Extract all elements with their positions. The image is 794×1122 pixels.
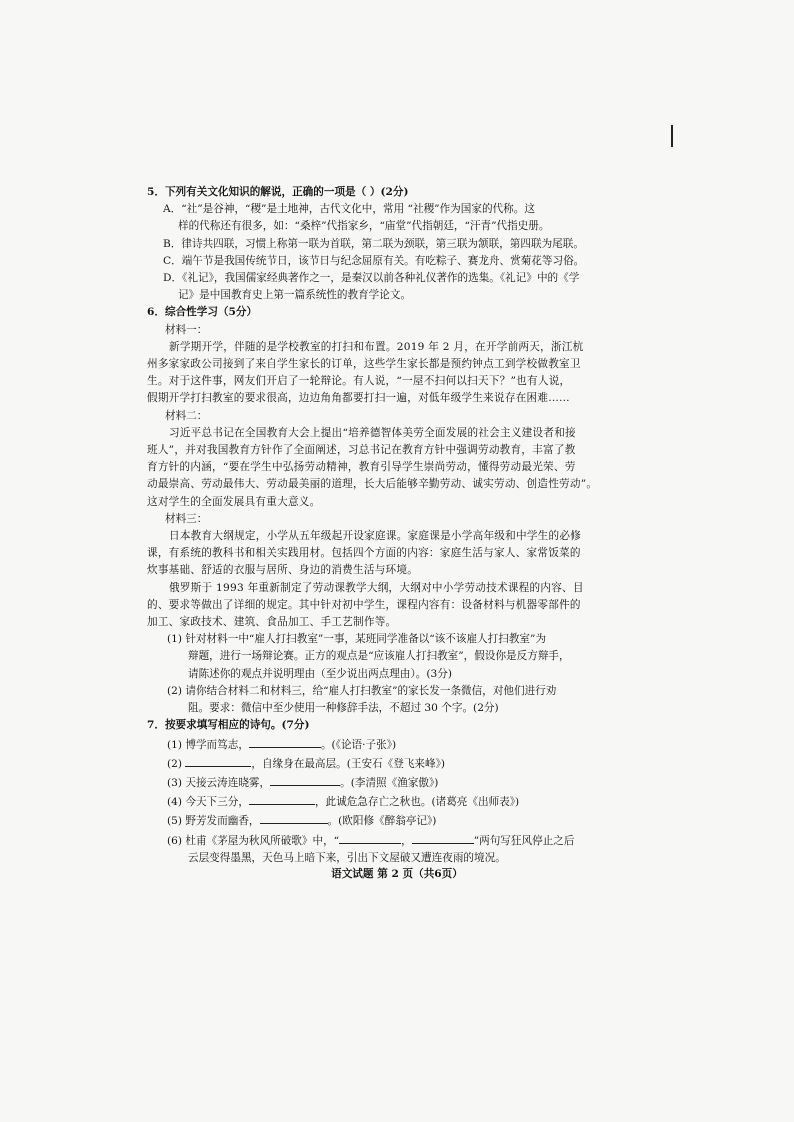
- q7-stem: 7．按要求填写相应的诗句。(7分): [147, 719, 310, 732]
- q7-item-prefix: (2): [167, 757, 186, 770]
- answer-blank[interactable]: [249, 792, 315, 805]
- exam-page: [147, 184, 632, 867]
- material1-line: 生。对于这件事，网友们开启了一轮辩论。有人说，“一屋不扫何以扫天下？”也有人说，: [147, 375, 571, 388]
- material3-label: 材料三：: [165, 512, 208, 525]
- scan-mark: [671, 125, 673, 147]
- material3-line: 课，有系统的教科书和相关实践用材。包括四个方面的内容：家庭生活与家人、家常饭菜的: [147, 547, 581, 560]
- q7-item-prefix: (3) 天接云涛连晓雾，: [167, 776, 271, 789]
- material2-line: 动最崇高、劳动最伟大、劳动最美丽的道理，长大后能够辛勤劳动、诚实劳动、创造性劳动”。: [147, 478, 598, 491]
- q6-sub1-cont: 请陈述你的观点并说明理由（至少说出两点理由）。(3分): [188, 667, 452, 680]
- material1-line: 假期开学打扫教室的要求很高，边边角角都要打扫一遍，对低年级学生来说存在困难……: [147, 392, 570, 405]
- q5-option-a-cont: 样的代称还有很多，如：“桑梓”代指家乡，“庙堂”代指朝廷，“汗青”代指史册。: [178, 220, 550, 233]
- q7-item-suffix: 。(欧阳修《醉翁亭记》): [327, 815, 437, 828]
- q6-stem: 6．综合性学习（5分）: [147, 306, 258, 319]
- q5-option-b: B．律诗共四联，习惯上称第一联为首联，第二联为颈联，第三联为颔联，第四联为尾联。: [163, 237, 584, 250]
- material3-line: 炊事基础、舒适的衣服与居所、身边的消费生活与环境。: [147, 564, 419, 577]
- material3-line: 加工、家政技术、建筑、食品加工、手工艺制作等。: [147, 616, 397, 629]
- q5-stem: 5．下列有关文化知识的解说，正确的一项是（ ）(2分): [147, 186, 409, 198]
- q7-item-6: [167, 831, 632, 850]
- material1-line: 新学期开学，伴随的是学校教室的打扫和布置。2019 年 2 月，在开学前两天，浙江杭: [169, 340, 584, 353]
- material2-line: 育方针的内涵，“要在学生中弘扬劳动精神，教育引导学生崇尚劳动，懂得劳动最光荣、劳: [147, 461, 576, 474]
- material2-line: 这对学生的全面发展具有重大意义。: [147, 495, 321, 508]
- q7-item-prefix: (6) 杜甫《茅屋为秋风所破歌》中，“: [167, 834, 340, 847]
- material1-label: 材料一：: [165, 323, 208, 336]
- q7-item-suffix: 。(李清照《渔家傲》): [340, 776, 439, 789]
- q7-item-suffix: ，此诚危急存亡之秋也。(诸葛亮《出师表》): [314, 796, 520, 809]
- q7-item-prefix: (1) 博学而笃志，: [167, 738, 249, 751]
- answer-blank[interactable]: [185, 754, 251, 767]
- q7-item-mid: ，: [401, 834, 412, 847]
- q6-sub1-cont: 辩题，进行一场辩论赛。正方的观点是“应该雇人打扫教室”，假设你是反方辩手，: [188, 650, 570, 663]
- q7-item-1: [167, 735, 632, 754]
- q7-item-5: [167, 811, 632, 830]
- q5-option-c: C．端午节是我国传统节日，该节日与纪念屈原有关。有吃粽子、赛龙舟、赏菊花等习俗。: [163, 254, 585, 267]
- q7-item-suffix: ”两句写狂风停止之后: [473, 834, 575, 847]
- q6-sub2-cont: 阻。要求：微信中至少使用一种修辞手法，不超过 30 个字。(2分): [188, 702, 499, 715]
- answer-blank[interactable]: [339, 831, 401, 844]
- material3-line: 的、要求等做出了详细的规定。其中针对初中学生，课程内容有：设备材料与机器零部件的: [147, 598, 581, 611]
- q7-item-prefix: (4) 今天下三分，: [167, 796, 249, 809]
- q5-option-d-cont: 记》是中国教育史上第一篇系统性的教育学论文。: [178, 289, 412, 302]
- q7-item-6-cont: 云层变得墨黑，天色马上暗下来，引出下文屋破又遭连夜雨的境况。: [188, 851, 506, 864]
- answer-blank[interactable]: [412, 831, 474, 844]
- q7-item-suffix: ，自缘身在最高层。(王安石《登飞来峰》): [251, 757, 446, 770]
- q5-option-d: D．《礼记》，我国儒家经典著作之一，是秦汉以前各种礼仪著作的选集。《礼记》中的《学: [163, 272, 580, 285]
- material2-line: 习近平总书记在全国教育大会上提出“培养德智体美劳全面发展的社会主义建设者和接: [169, 426, 576, 439]
- material2-line: 班人”，并对我国教育方针作了全面阐述，习总书记在教育方针中强调劳动教育，丰富了教: [147, 444, 576, 457]
- q6-sub1: (1) 针对材料一中“雇人打扫教室”一事，某班同学准备以“该不该雇人打扫教室”为: [167, 633, 547, 646]
- page-footer: 语文试题 第 2 页（共6页）: [331, 868, 463, 880]
- answer-blank[interactable]: [249, 735, 321, 748]
- answer-blank[interactable]: [270, 773, 340, 786]
- material1-line: 州多家家政公司接到了来自学生家长的订单，这些学生家长都是预约钟点工到学校做教室卫: [147, 358, 581, 371]
- q6-sub2: (2) 请你结合材料二和材料三，给“雇人打扫教室”的家长发一条微信，对他们进行劝: [167, 684, 557, 697]
- material3-line: 日本教育大纲规定，小学从五年级起开设家庭课。家庭课是小学高年级和中学生的必修: [169, 530, 582, 543]
- q7-item-4: [167, 792, 632, 811]
- answer-blank[interactable]: [260, 811, 328, 824]
- q5-option-a: A．“社”是谷神，“稷”是土地神，古代文化中，常用 “社稷”作为国家的代称。这: [163, 203, 535, 216]
- q7-item-prefix: (5) 野芳发而幽香，: [167, 815, 260, 828]
- q7-item-2: [167, 754, 632, 773]
- material3-line: 俄罗斯于 1993 年重新制定了劳动课教学大纲，大纲对中小学劳动技术课程的内容、目: [169, 581, 584, 594]
- material2-label: 材料二：: [165, 409, 208, 422]
- q7-item-3: [167, 773, 632, 792]
- q7-item-suffix: 。(《论语·子张》): [320, 738, 397, 751]
